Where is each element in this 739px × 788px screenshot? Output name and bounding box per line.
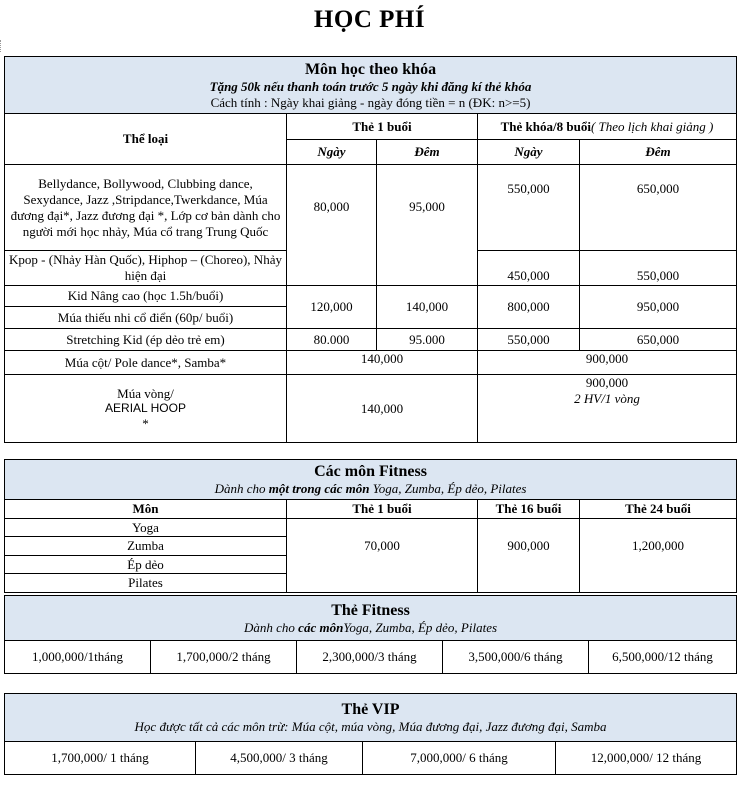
- row-price: 950,000: [580, 286, 737, 329]
- fitness-table: [4, 459, 737, 593]
- aerial-course-price: 900,000: [585, 375, 629, 390]
- row-price: 800,000: [478, 286, 580, 329]
- vip-price: 4,500,000/ 3 tháng: [196, 742, 363, 775]
- aerial-line2: AERIAL HOOP: [105, 401, 186, 415]
- row-name-aerial: [5, 375, 287, 443]
- aerial-line3: *: [142, 416, 149, 431]
- row-name: Bellydance, Bollywood, Clubbing dance, Sexydance, Jazz ,Stripdance,Twerkdance, Múa đương đại*, Jazz đương đại *, Lớp cơ bản dành cho người mới học nhảy, Múa cổ trang Trung Quốc: [5, 165, 287, 251]
- fitness-card-title: Thẻ Fitness: [331, 601, 410, 619]
- row-name: Kpop - (Nhảy Hàn Quốc), Hiphop – (Choreo), Nhảy hiện đại: [5, 251, 287, 286]
- fitness-card-price: 6,500,000/12 tháng: [589, 641, 737, 674]
- fitness-sub-post: Yoga, Zumba, Ép dẻo, Pilates: [369, 481, 527, 496]
- col-subject-header: Môn: [5, 500, 287, 519]
- vip-header: [5, 694, 737, 742]
- fitness-card-price: 2,300,000/3 tháng: [297, 641, 443, 674]
- fc-sub-bold: các môn: [298, 619, 344, 635]
- row-name: Stretching Kid (ép dẻo trẻ em): [5, 329, 287, 351]
- fitness-subtitle: [8, 481, 733, 497]
- row-price: 550,000: [478, 329, 580, 351]
- col-1-header: Thẻ 1 buổi: [287, 500, 478, 519]
- row-price: 550,000: [580, 251, 737, 286]
- fitness-price-1: 70,000: [287, 519, 478, 593]
- col-course-note: ( Theo lịch khai giảng ): [590, 118, 714, 134]
- col-single-day: Ngày: [287, 140, 377, 165]
- vip-price: 1,700,000/ 1 tháng: [5, 742, 196, 775]
- col-course-day: Ngày: [478, 140, 580, 165]
- row-price: 550,000: [478, 165, 580, 251]
- fitness-card-subtitle: [8, 620, 733, 636]
- col-single-header: Thẻ 1 buổi: [287, 114, 478, 140]
- vip-title: Thẻ VIP: [341, 701, 400, 718]
- vip-price: 7,000,000/ 6 tháng: [363, 742, 556, 775]
- row-price: 80.000: [287, 329, 377, 351]
- courses-header: [5, 57, 737, 114]
- courses-promo: Tặng 50k nếu thanh toán trước 5 ngày khi đăng kí thẻ khóa: [209, 78, 532, 94]
- row-price-aerial: [478, 375, 737, 443]
- row-price: 140,000: [287, 375, 478, 443]
- anchor-marker: [0, 40, 3, 52]
- page-title: HỌC PHÍ: [313, 6, 426, 33]
- row-name: Múa cột/ Pole dance*, Samba*: [5, 351, 287, 375]
- col-16-header: Thẻ 16 buổi: [478, 500, 580, 519]
- fitness-title: Các môn Fitness: [314, 463, 427, 480]
- col-course-header: [478, 114, 737, 140]
- col-course-night: Đêm: [580, 140, 737, 165]
- row-price: 120,000: [287, 286, 377, 329]
- row-price: 140,000: [287, 351, 478, 375]
- subject-item: Pilates: [5, 574, 287, 593]
- aerial-course-note: 2 HV/1 vòng: [574, 391, 640, 406]
- row-price: 900,000: [478, 351, 737, 375]
- fc-sub-pre: Dành cho: [244, 619, 299, 635]
- fc-sub-post: Yoga, Zumba, Ép dẻo, Pilates: [343, 619, 498, 635]
- fitness-header: [5, 460, 737, 500]
- row-price: 650,000: [580, 329, 737, 351]
- fitness-card-table: [4, 595, 737, 674]
- row-price: 650,000: [580, 165, 737, 251]
- row-price: 95,000: [377, 165, 478, 286]
- row-price: 80,000: [287, 165, 377, 286]
- aerial-line1: Múa vòng/: [117, 386, 174, 401]
- row-price: 140,000: [377, 286, 478, 329]
- subject-item: Zumba: [5, 537, 287, 556]
- fitness-card-header: [5, 596, 737, 641]
- courses-table: [4, 56, 737, 443]
- col-single-night: Đêm: [377, 140, 478, 165]
- subject-item: Ép dẻo: [5, 556, 287, 574]
- courses-title: Môn học theo khóa: [304, 60, 437, 78]
- courses-rule: Cách tính : Ngày khai giảng - ngày đóng tiền = n (ĐK: n>=5): [210, 94, 531, 110]
- fitness-card-price: 1,700,000/2 tháng: [151, 641, 297, 674]
- fitness-sub-bold: một trong các môn: [268, 481, 370, 496]
- vip-price: 12,000,000/ 12 tháng: [556, 742, 737, 775]
- fitness-sub-pre: Dành cho: [214, 481, 269, 496]
- fitness-price-16: 900,000: [478, 519, 580, 593]
- vip-subtitle: Học được tất cả các môn trừ: Múa cột, múa vòng, Múa đương đại, Jazz đương đại, Samba: [134, 719, 607, 734]
- row-price: 95.000: [377, 329, 478, 351]
- col-24-header: Thẻ 24 buổi: [580, 500, 737, 519]
- row-name: Múa thiếu nhi cổ điển (60p/ buổi): [5, 307, 287, 329]
- col-type-header: Thể loại: [5, 114, 287, 165]
- row-price: 450,000: [478, 251, 580, 286]
- col-course-label: Thẻ khóa/8 buổi: [500, 118, 591, 134]
- fitness-card-price: 1,000,000/1tháng: [5, 641, 151, 674]
- fitness-price-24: 1,200,000: [580, 519, 737, 593]
- vip-table: [4, 693, 737, 775]
- fitness-card-price: 3,500,000/6 tháng: [443, 641, 589, 674]
- subject-item: Yoga: [5, 519, 287, 537]
- row-name: Kid Nâng cao (học 1.5h/buổi): [5, 286, 287, 307]
